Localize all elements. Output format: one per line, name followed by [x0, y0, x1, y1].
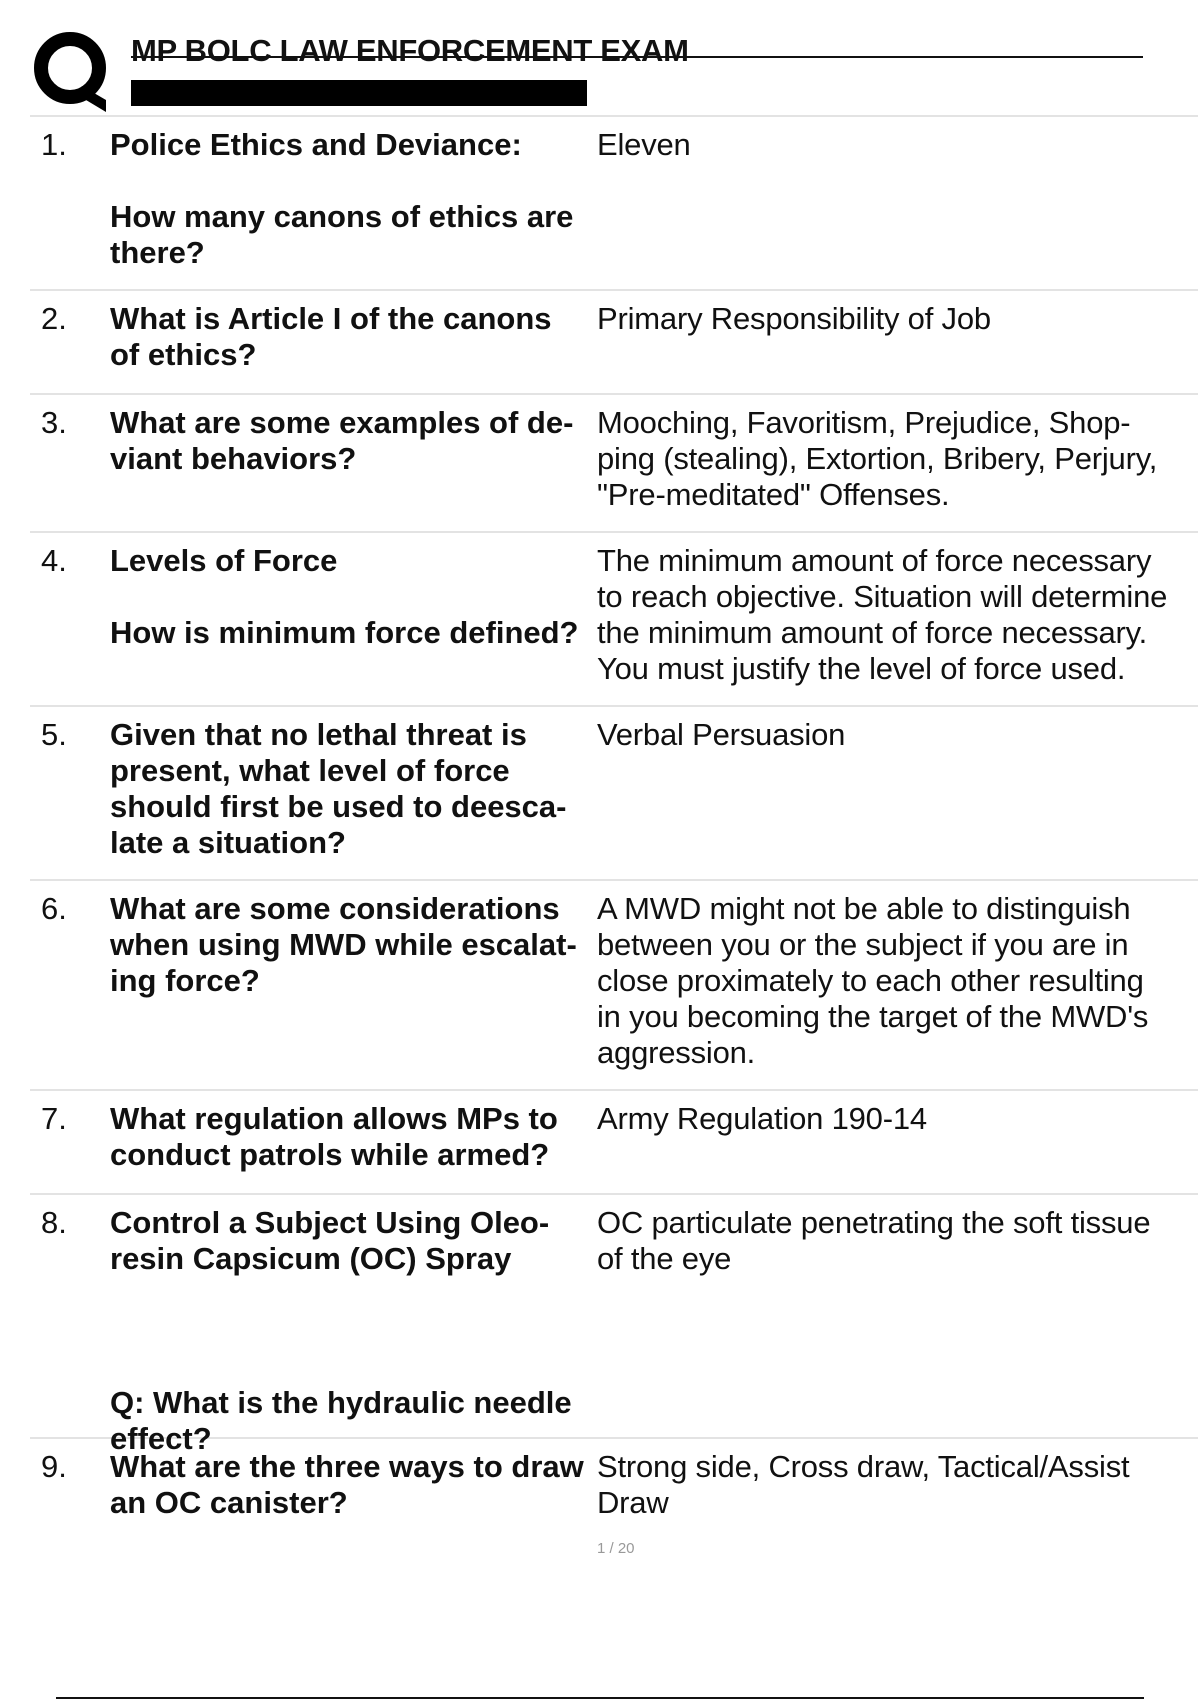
qa-row-1 [30, 117, 1198, 291]
question-line: How is minimum force defined? [110, 615, 579, 650]
question-line: ing force? [110, 963, 260, 998]
answer-line: Verbal Persuasion [597, 717, 846, 752]
answer-line: ping (stealing), Extortion, Bribery, Perjury, [597, 441, 1158, 476]
answer-text [597, 1449, 1200, 1521]
item-number: 4. [41, 543, 67, 578]
answer-line: OC particulate penetrating the soft tissue [597, 1205, 1151, 1240]
item-number: 7. [41, 1101, 67, 1136]
answer-line: Army Regulation 190-14 [597, 1101, 927, 1136]
qa-row-7 [30, 1091, 1198, 1195]
answer-line: "Pre-meditated" Offenses. [597, 477, 950, 512]
qa-row-2 [30, 291, 1198, 395]
question-line: What are some considerations [110, 891, 560, 926]
answer-line: of the eye [597, 1241, 732, 1276]
item-number: 8. [41, 1205, 67, 1240]
item-number: 2. [41, 301, 67, 336]
answer-line: Draw [597, 1485, 669, 1520]
document-title: MP BOLC LAW ENFORCEMENT EXAM [131, 33, 689, 68]
qa-row-5 [30, 707, 1198, 881]
answer-line: Eleven [597, 127, 691, 162]
answer-line: aggression. [597, 1035, 756, 1070]
question-line: Given that no lethal threat is [110, 717, 527, 752]
answer-text [597, 543, 1200, 687]
question-text [110, 301, 620, 373]
question-line: Q: What is the hydraulic needle [110, 1385, 572, 1420]
answer-text [597, 891, 1200, 1071]
item-number: 1. [41, 127, 67, 162]
question-line: What are some examples of de- [110, 405, 574, 440]
question-line: resin Capsicum (OC) Spray [110, 1241, 512, 1276]
question-text [110, 1449, 620, 1521]
question-line: Control a Subject Using Oleo- [110, 1205, 550, 1240]
answer-text [597, 717, 1200, 753]
question-text [110, 717, 620, 861]
question-line: viant behaviors? [110, 441, 357, 476]
question-line: should first be used to deesca- [110, 789, 567, 824]
question-text [110, 127, 620, 271]
answer-line: Primary Responsibility of Job [597, 301, 991, 336]
answer-line: between you or the subject if you are in [597, 927, 1129, 962]
qa-row-8 [30, 1195, 1198, 1456]
question-line: present, what level of force [110, 753, 510, 788]
question-line: effect? [110, 1421, 212, 1456]
answer-text [597, 1205, 1200, 1277]
question-text [110, 405, 620, 477]
item-number: 9. [41, 1449, 67, 1484]
question-text [110, 543, 620, 651]
footer-divider [56, 1697, 1144, 1699]
page-number: 1 / 20 [597, 1540, 635, 1557]
question-line: How many canons of ethics are [110, 199, 574, 234]
answer-line: You must justify the level of force used. [597, 651, 1126, 686]
qa-list [30, 117, 1198, 1539]
question-line: of ethics? [110, 337, 257, 372]
qa-row-6 [30, 881, 1198, 1091]
answer-line: A MWD might not be able to distinguish [597, 891, 1131, 926]
question-line: Levels of Force [110, 543, 338, 578]
question-line: What regulation allows MPs to [110, 1101, 558, 1136]
item-number: 3. [41, 405, 67, 440]
question-line: late a situation? [110, 825, 346, 860]
title-underline [131, 56, 1143, 58]
question-line: when using MWD while escalat- [110, 927, 577, 962]
question-line: there? [110, 235, 205, 270]
answer-line: the minimum amount of force necessary. [597, 615, 1148, 650]
answer-text [597, 1101, 1200, 1137]
item-number: 5. [41, 717, 67, 752]
item-number: 6. [41, 891, 67, 926]
question-text [110, 1205, 620, 1457]
q-logo-icon [32, 30, 112, 112]
qa-row-3 [30, 395, 1198, 533]
qa-row-9 [30, 1439, 1198, 1539]
question-text [110, 1101, 620, 1173]
answer-text [597, 127, 1200, 163]
question-line: What are the three ways to draw [110, 1449, 584, 1484]
answer-line: Strong side, Cross draw, Tactical/Assist [597, 1449, 1130, 1484]
answer-text [597, 405, 1200, 513]
redacted-bar [131, 80, 587, 106]
answer-line: Mooching, Favoritism, Prejudice, Shop- [597, 405, 1131, 440]
question-line: What is Article I of the canons [110, 301, 552, 336]
answer-line: The minimum amount of force necessary [597, 543, 1152, 578]
answer-line: close proximately to each other resulting [597, 963, 1144, 998]
answer-text [597, 301, 1200, 337]
question-line: an OC canister? [110, 1485, 348, 1520]
answer-line: to reach objective. Situation will determine [597, 579, 1168, 614]
question-line: Police Ethics and Deviance: [110, 127, 522, 162]
answer-line: in you becoming the target of the MWD's [597, 999, 1149, 1034]
question-line: conduct patrols while armed? [110, 1137, 550, 1172]
question-text [110, 891, 620, 999]
document-header [0, 0, 1200, 116]
qa-row-4 [30, 533, 1198, 707]
